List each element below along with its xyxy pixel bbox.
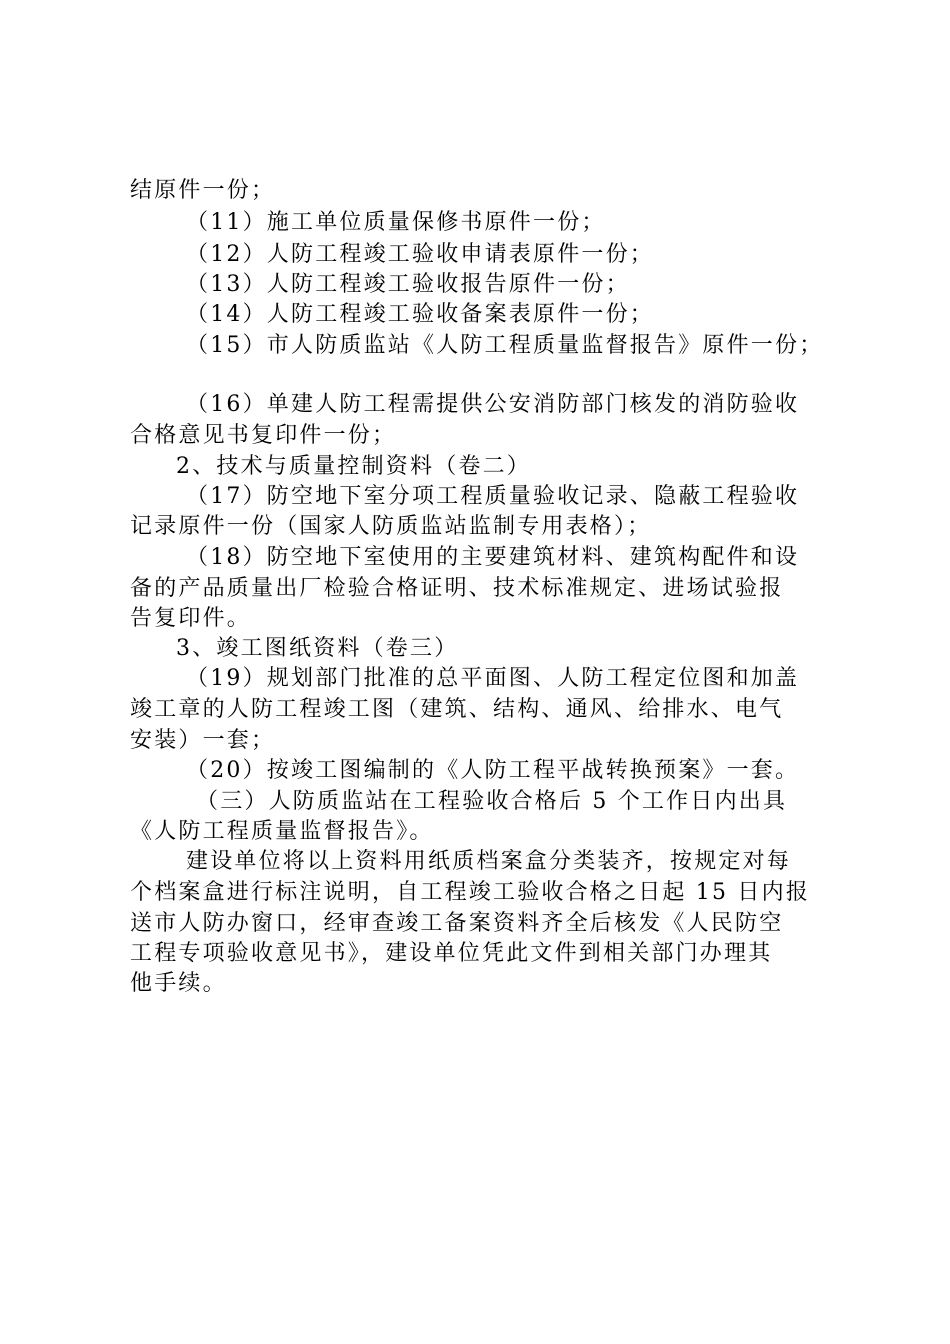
text-line: （15）市人防质监站《人防工程质量监督报告》原件一份； xyxy=(186,333,824,358)
text-line: 《人防工程质量监督报告》。 xyxy=(130,819,434,844)
text-line: （14）人防工程竣工验收备案表原件一份； xyxy=(186,302,654,327)
text-line: 工程专项验收意见书》，建设单位凭此文件到相关部门办理其 xyxy=(130,941,773,966)
text-line: 备的产品质量出厂检验合格证明、技术标准规定、进场试验报 xyxy=(130,576,784,601)
text-line: （19）规划部门批准的总平面图、人防工程定位图和加盖 xyxy=(186,666,800,691)
text-line: 竣工章的人防工程竣工图（建筑、结构、通风、给排水、电气 xyxy=(130,697,784,722)
text-line: 他手续。 xyxy=(130,971,227,996)
text-line: （17）防空地下室分项工程质量验收记录、隐蔽工程验收 xyxy=(186,484,800,509)
text-line: （18）防空地下室使用的主要建筑材料、建筑构配件和设 xyxy=(186,545,800,570)
section-heading: 3、竣工图纸资料（卷三） xyxy=(176,636,459,661)
text-line: 个档案盒进行标注说明，自工程竣工验收合格之日起 15 日内报 xyxy=(130,880,810,905)
text-line: （16）单建人防工程需提供公安消防部门核发的消防验收 xyxy=(186,392,800,417)
section-heading: 2、技术与质量控制资料（卷二） xyxy=(176,454,531,479)
text-line: 结原件一份； xyxy=(130,178,276,203)
text-line: 记录原件一份（国家人防质监站监制专用表格）； xyxy=(130,514,652,539)
text-line: 安装）一套； xyxy=(130,728,276,753)
text-line: （三）人防质监站在工程验收合格后 5 个工作日内出具 xyxy=(196,789,788,814)
text-line: 告复印件。 xyxy=(130,606,252,631)
text-line: （20）按竣工图编制的《人防工程平战转换预案》一套。 xyxy=(186,758,800,783)
text-line: （11）施工单位质量保修书原件一份； xyxy=(186,210,606,235)
text-line: 送市人防办窗口，经审查竣工备案资料齐全后核发《人民防空 xyxy=(130,911,784,936)
text-line: 建设单位将以上资料用纸质档案盒分类装齐，按规定对每 xyxy=(186,849,792,874)
text-line: （12）人防工程竣工验收申请表原件一份； xyxy=(186,242,654,267)
text-line: 合格意见书复印件一份； xyxy=(130,423,397,448)
text-line: （13）人防工程竣工验收报告原件一份； xyxy=(186,272,630,297)
